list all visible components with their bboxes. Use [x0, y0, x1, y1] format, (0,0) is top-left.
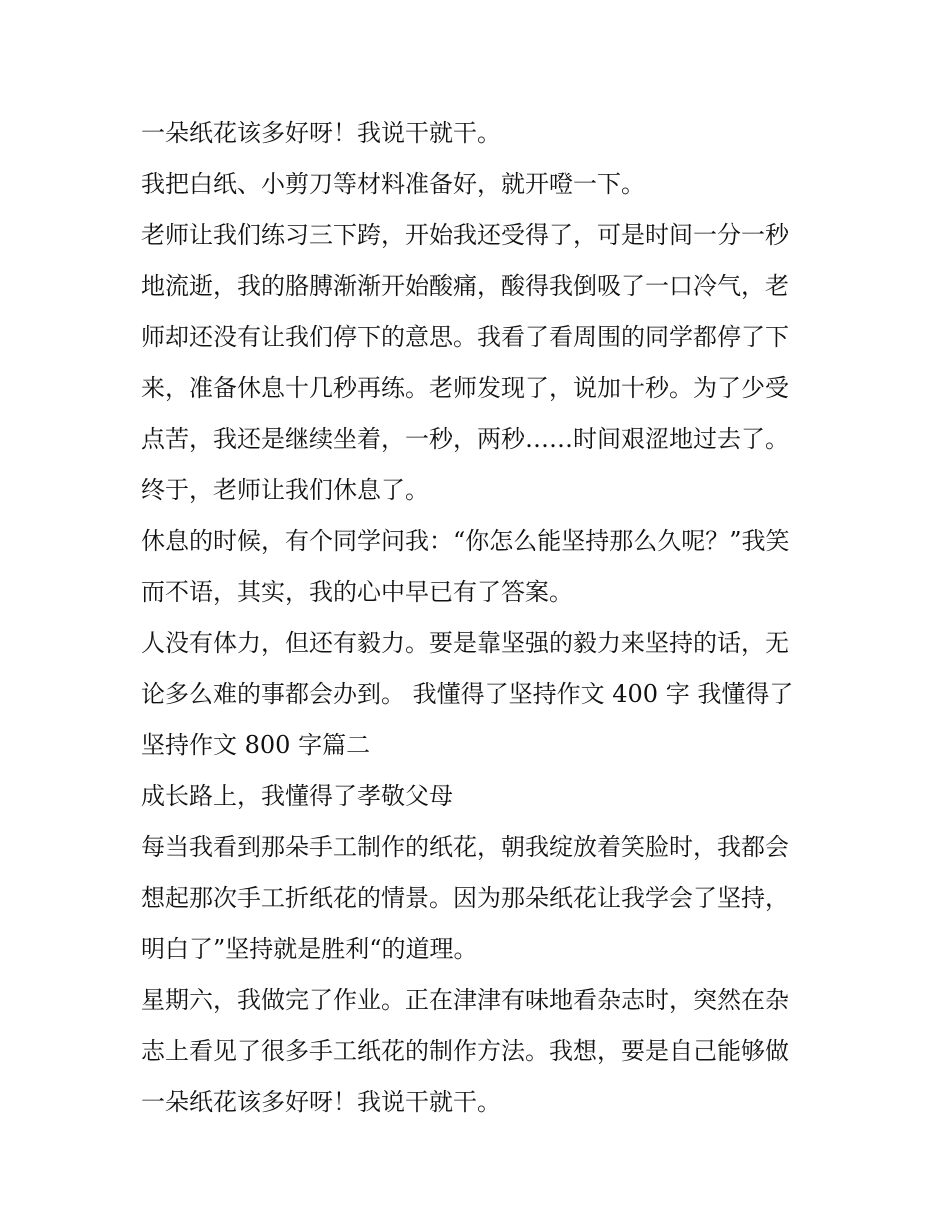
text-line: 地流逝，我的胳膊渐渐开始酸痛，酸得我倒吸了一口冷气，老 — [141, 272, 789, 300]
text-line: 成长路上，我懂得了孝敬父母 — [141, 782, 453, 810]
text-line: 来，准备休息十几秒再练。老师发现了，说加十秒。为了少受 — [141, 374, 789, 402]
text-line: 而不语，其实，我的心中早已有了答案。 — [141, 578, 573, 606]
text-line: 点苦，我还是继续坐着，一秒，两秒……时间艰涩地过去了。 — [141, 425, 789, 453]
text-line: 想起那次手工折纸花的情景。因为那朵纸花让我学会了坚持， — [141, 884, 789, 912]
text-line: 志上看见了很多手工纸花的制作方法。我想，要是自己能够做 — [141, 1037, 789, 1065]
text-line: 我把白纸、小剪刀等材料准备好，就开噔一下。 — [141, 170, 645, 198]
text-line: 终于，老师让我们休息了。 — [141, 476, 429, 504]
text-line: 坚持作文 800 字篇二 — [141, 731, 371, 759]
document-body — [141, 108, 821, 1128]
text-line: 明白了”坚持就是胜利“的道理。 — [141, 935, 478, 963]
text-line: 每当我看到那朵手工制作的纸花，朝我绽放着笑脸时，我都会 — [141, 833, 789, 861]
text-line: 星期六，我做完了作业。正在津津有味地看杂志时，突然在杂 — [141, 986, 789, 1014]
text-line: 老师让我们练习三下跨，开始我还受得了，可是时间一分一秒 — [141, 221, 789, 249]
text-line: 休息的时候，有个同学问我：“你怎么能坚持那么久呢？”我笑 — [141, 527, 790, 555]
text-line: 论多么难的事都会办到。 我懂得了坚持作文 400 字 我懂得了 — [141, 680, 794, 708]
text-line: 一朵纸花该多好呀！我说干就干。 — [141, 119, 501, 147]
text-line: 一朵纸花该多好呀！我说干就干。 — [141, 1088, 501, 1116]
text-line: 师却还没有让我们停下的意思。我看了看周围的同学都停了下 — [141, 323, 789, 351]
text-line: 人没有体力，但还有毅力。要是靠坚强的毅力来坚持的话，无 — [141, 629, 789, 657]
